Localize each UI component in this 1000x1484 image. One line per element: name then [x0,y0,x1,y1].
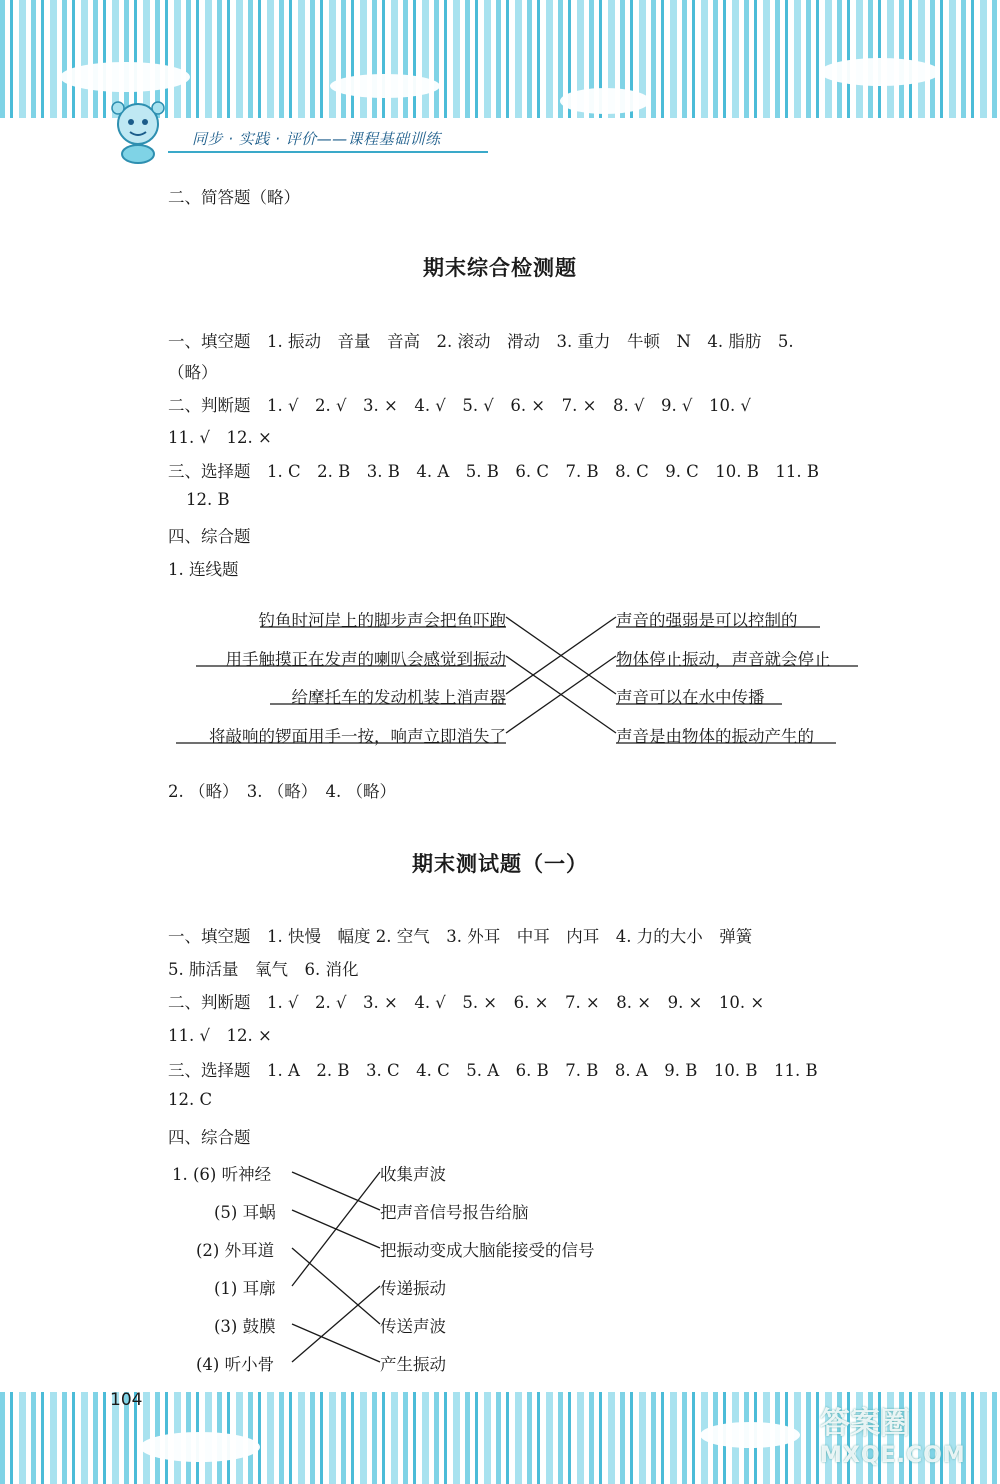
match-right-item: 声音可以在水中传播 [616,688,765,707]
cloud-decoration [700,1422,800,1448]
match-right-item: 物体停止振动，声音就会停止 [616,650,831,669]
answer-line: 一、填空题 1. 振动 音量 音高 2. 滚动 滑动 3. 重力 牛顿 N 4. 脂肪 5. [168,332,794,351]
match-connector [506,656,616,733]
watermark-logo-text: 答案圈 [820,1406,910,1441]
match-left-item: (4) 听小骨 [196,1355,275,1374]
answer-line: 5. 肺活量 氧气 6. 消化 [168,960,359,979]
answer-line: （略） [168,363,218,382]
match-connector [292,1172,380,1286]
answer-line: 四、综合题 [168,1128,251,1147]
answer-line: 11. √ 12. × [168,1026,272,1045]
match-left-item: (2) 外耳道 [196,1241,275,1260]
match-right-item: 把声音信号报告给脑 [380,1203,529,1222]
cloud-decoration [820,58,940,86]
match-connector [506,617,616,694]
header-underline [168,151,488,153]
match-left-item: (5) 耳蜗 [214,1203,276,1222]
match-right-item: 声音的强弱是可以控制的 [616,611,798,630]
match-connector [292,1172,380,1210]
match-right-item: 传递振动 [380,1279,446,1298]
answer-line: 二、判断题 1. √ 2. √ 3. × 4. √ 5. × 6. × 7. × 8. × 9. × 10. × [168,993,765,1012]
answer-line: 12. B [186,490,230,509]
section-heading: 期末测试题（一） [412,852,588,876]
cloud-decoration [330,74,440,98]
answer-line: 四、综合题 [168,527,251,546]
answer-line: 三、选择题 1. C 2. B 3. B 4. A 5. B 6. C 7. B 8. C 9. C 10. B 11. B [168,462,820,481]
match-left-item: 用手触摸正在发声的喇叭会感觉到振动 [225,650,506,669]
match-right-item: 把振动变成大脑能接受的信号 [380,1241,595,1260]
match-right-item: 产生振动 [380,1355,446,1374]
match-connector [506,617,616,694]
match-left-item: 钓鱼时河岸上的脚步声会把鱼吓跑 [258,611,506,630]
match-connector [292,1286,380,1362]
match-left-item: 将敲响的锣面用手一按，响声立即消失了 [209,727,506,746]
page-number: 104 [110,1390,143,1410]
match-right-item: 收集声波 [380,1165,446,1184]
match-right-item: 传送声波 [380,1317,446,1336]
section-heading: 期末综合检测题 [423,256,577,280]
match-connector [292,1324,380,1362]
book-series-title: 同步 · 实践 · 评价——课程基础训练 [192,130,441,148]
match-left-item: 给摩托车的发动机装上消声器 [291,688,506,707]
short-answer-note: 二、简答题（略） [168,188,300,207]
cloud-decoration [60,62,190,92]
match-left-item: (3) 鼓膜 [214,1317,276,1336]
match-left-item: 1. (6) 听神经 [172,1165,272,1184]
answer-line: 12. C [168,1090,213,1109]
match-connector [292,1210,380,1248]
mascot-icon [98,96,178,166]
answer-line: 1. 连线题 [168,560,239,579]
cloud-decoration [140,1432,260,1462]
match-left-item: (1) 耳廓 [214,1279,276,1298]
match-right-item: 声音是由物体的振动产生的 [616,727,814,746]
answer-line: 2. （略） 3. （略） 4. （略） [168,782,396,801]
answer-line: 11. √ 12. × [168,428,272,447]
match-connector [506,656,616,733]
answer-line: 一、填空题 1. 快慢 幅度 2. 空气 3. 外耳 中耳 内耳 4. 力的大小 弹簧 [168,927,753,946]
site-watermark [820,1408,966,1472]
answer-line: 二、判断题 1. √ 2. √ 3. × 4. √ 5. √ 6. × 7. × 8. √ 9. √ 10. √ [168,396,751,415]
cloud-decoration [560,88,650,114]
watermark-url: MXQE.COM [820,1443,966,1468]
match-connector [292,1248,380,1324]
answer-line: 三、选择题 1. A 2. B 3. C 4. C 5. A 6. B 7. B 8. A 9. B 10. B 11. B [168,1061,818,1080]
